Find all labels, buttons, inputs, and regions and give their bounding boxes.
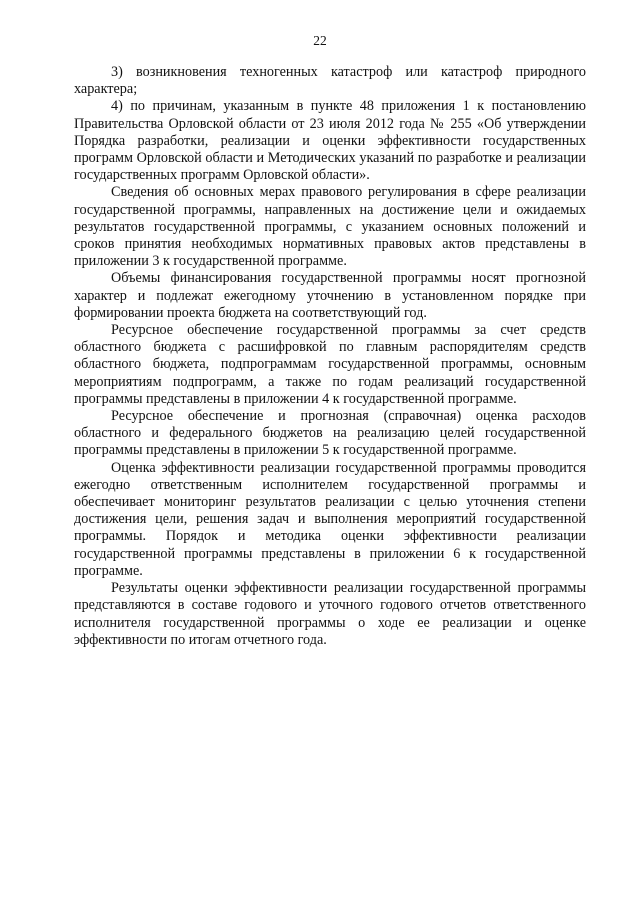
paragraph-list-item-3: 3) возникновения техногенных катастроф или катастроф природного характера; [74,64,586,98]
document-body [74,64,586,649]
paragraph-assessment-results: Результаты оценки эффективности реализации государственной программы представляются в составе годового и уточного годового отчетов ответственного исполнителя государственной программы о ходе ее реализации и оценке эффективности по итогам отчетного года. [74,580,586,648]
page-number: 22 [313,33,327,48]
paragraph-financing-volumes: Объемы финансирования государственной программы носят прогнозной характер и подлежат ежегодному уточнению в установленном порядке при формировании проекта бюджета на соответствующий год. [74,270,586,321]
paragraph-legal-regulation: Сведения об основных мерах правового регулирования в сфере реализации государственной программы, направленных на достижение цели и ожидаемых результатов государственной программы, с указанием основных положений и сроков принятия необходимых нормативных правовых актов представлены в приложении 3 к государственной программе. [74,184,586,270]
paragraph-regional-budget-resources: Ресурсное обеспечение государственной программы за счет средств областного бюджета с расшифровкой по главным распорядителям средств областного бюджета, подпрограммам государственной программы, основным мероприятиям подпрограмм, а также по годам реализаций государственной программы представлены в приложении 4 к государственной программе. [74,322,586,407]
paragraph-list-item-4: 4) по причинам, указанным в пункте 48 приложения 1 к постановлению Правительства Орловской области от 23 июля 2012 года № 255 «Об утверждении Порядка разработки, реализации и оценки эффективности государственных программ Орловской области и Методических указаний по разработке и реализации государственных программ Орловской области». [74,98,586,184]
paragraph-efficiency-assessment: Оценка эффективности реализации государственной программы проводится ежегодно ответственным исполнителем государственной программы и обеспечивает мониторинг результатов реализации с целью уточнения степени достижения цели, решения задач и выполнения мероприятий государственной программы. Порядок и методика оценки эффективности реализации государственной программы представлены в приложении 6 к государственной программе. [74,459,586,579]
paragraph-federal-budget-resources: Ресурсное обеспечение и прогнозная (справочная) оценка расходов областного и федерального бюджетов на реализацию целей государственной программы представлены в приложении 5 к государственной программе. [74,408,586,459]
